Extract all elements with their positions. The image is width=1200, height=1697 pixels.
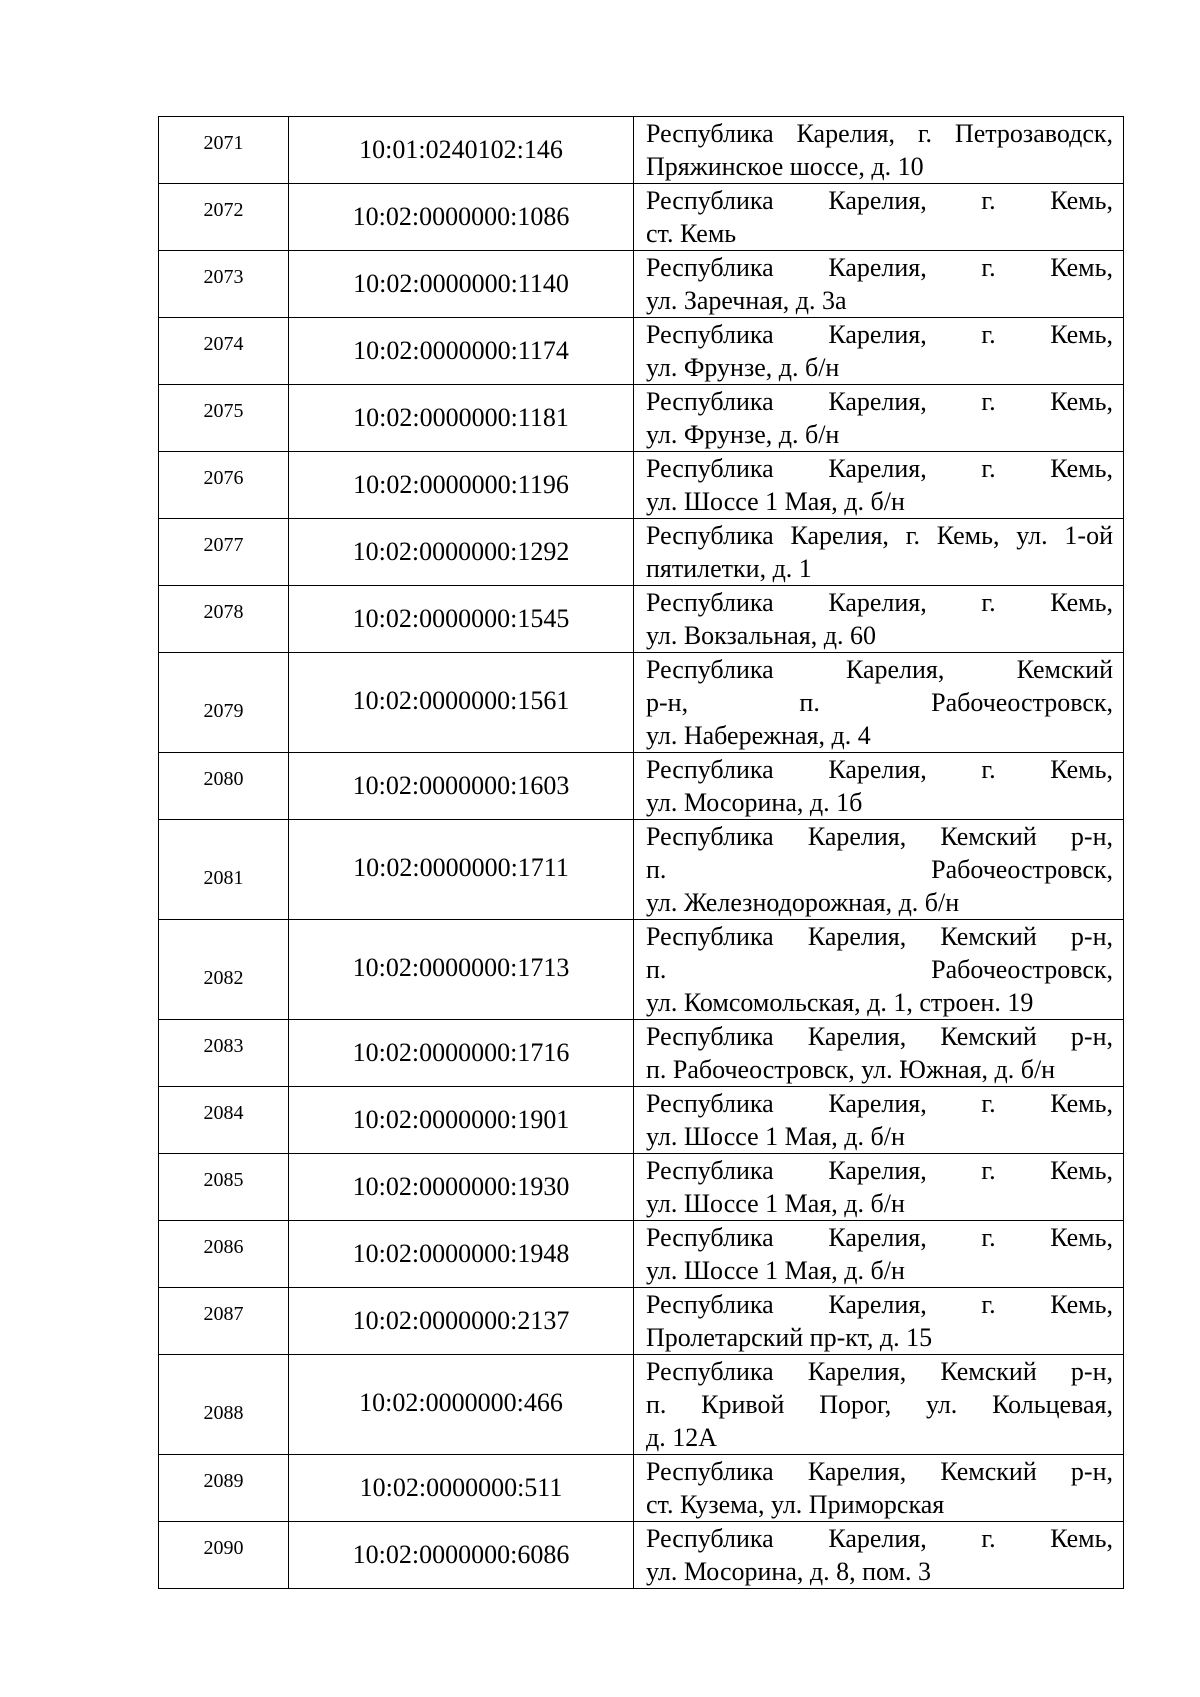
address-line: ст. Кузема, ул. Приморская xyxy=(646,1490,945,1519)
table-row xyxy=(159,1020,1124,1087)
table-row xyxy=(159,184,1124,251)
cadastral-number-cell xyxy=(289,1020,634,1087)
address-line: Пролетарский пр-кт, д. 15 xyxy=(646,1323,933,1352)
address-line: Республика Карелия, г. Кемь, xyxy=(646,454,1113,483)
table-row xyxy=(159,385,1124,452)
cadastral-number: 10:02:0000000:1603 xyxy=(352,771,570,800)
address-cell xyxy=(634,251,1124,318)
address-line: ул. Шоссе 1 Мая, д. б/н xyxy=(646,487,905,516)
address-cell xyxy=(634,385,1124,452)
table-row xyxy=(159,653,1124,753)
cadastral-number: 10:02:0000000:1545 xyxy=(352,604,570,633)
address-cell xyxy=(634,1221,1124,1288)
table-row xyxy=(159,920,1124,1020)
row-number: 2087 xyxy=(203,1302,244,1325)
table-row xyxy=(159,586,1124,653)
address-line: Республика Карелия, г. Кемь, xyxy=(646,1290,1113,1319)
table-row xyxy=(159,519,1124,586)
address-line: Республика Карелия, г. Кемь, xyxy=(646,1223,1113,1252)
address-cell xyxy=(634,1288,1124,1355)
row-number: 2086 xyxy=(203,1235,244,1258)
address-line: д. 12А xyxy=(646,1423,718,1452)
row-number: 2080 xyxy=(203,767,244,790)
row-number-cell xyxy=(159,519,289,586)
table-row xyxy=(159,1355,1124,1455)
address-cell xyxy=(634,452,1124,519)
row-number-cell xyxy=(159,1288,289,1355)
row-number: 2082 xyxy=(203,967,244,989)
address-line: ул. Фрунзе, д. б/н xyxy=(646,353,840,382)
address-cell xyxy=(634,1455,1124,1522)
address-line: Республика Карелия, Кемский р-н, xyxy=(646,922,1113,951)
cadastral-number-cell xyxy=(289,184,634,251)
address-line: ст. Кемь xyxy=(646,219,737,248)
address-cell xyxy=(634,820,1124,920)
cadastral-number-cell xyxy=(289,1355,634,1455)
table-row xyxy=(159,1455,1124,1522)
row-number: 2083 xyxy=(203,1034,244,1057)
row-number: 2081 xyxy=(203,867,244,889)
address-cell xyxy=(634,184,1124,251)
cadastral-number-cell xyxy=(289,653,634,753)
cadastral-number: 10:02:0000000:1561 xyxy=(352,685,570,715)
address-line: ул. Железнодорожная, д. б/н xyxy=(646,888,960,917)
cadastral-number: 10:02:0000000:1196 xyxy=(353,470,569,499)
row-number-cell xyxy=(159,753,289,820)
row-number: 2079 xyxy=(203,700,244,722)
address-line: ул. Комсомольская, д. 1, строен. 19 xyxy=(646,988,1034,1017)
cadastral-number: 10:02:0000000:2137 xyxy=(352,1306,570,1335)
address-line: Пряжинское шоссе, д. 10 xyxy=(646,152,924,181)
cadastral-number-cell xyxy=(289,820,634,920)
cadastral-number-cell xyxy=(289,1522,634,1589)
address-cell xyxy=(634,117,1124,184)
cadastral-number: 10:02:0000000:1140 xyxy=(353,269,569,298)
address-line: пятилетки, д. 1 xyxy=(646,554,812,583)
row-number-cell xyxy=(159,1522,289,1589)
cadastral-number-cell xyxy=(289,1455,634,1522)
address-line: п. Рабочеостровск, ул. Южная, д. б/н xyxy=(646,1055,1056,1084)
cadastral-number: 10:02:0000000:1086 xyxy=(352,202,570,231)
address-line: ул. Заречная, д. 3а xyxy=(646,286,847,315)
cadastral-number: 10:02:0000000:1713 xyxy=(352,952,570,982)
address-cell xyxy=(634,1154,1124,1221)
address-cell xyxy=(634,653,1124,753)
cadastral-number-cell xyxy=(289,318,634,385)
address-line: ул. Шоссе 1 Мая, д. б/н xyxy=(646,1122,905,1151)
row-number-cell xyxy=(159,1154,289,1221)
cadastral-number-cell xyxy=(289,519,634,586)
cadastral-number: 10:02:0000000:466 xyxy=(359,1387,563,1417)
row-number-cell xyxy=(159,1355,289,1455)
address-line: Республика Карелия, г. Кемь, xyxy=(646,387,1113,416)
table-row xyxy=(159,753,1124,820)
cadastral-number-cell xyxy=(289,1154,634,1221)
address-line: Республика Карелия, г. Кемь, xyxy=(646,755,1113,784)
address-cell xyxy=(634,586,1124,653)
address-line: ул. Мосорина, д. 1б xyxy=(646,788,863,817)
cadastral-number-cell xyxy=(289,251,634,318)
address-line: Республика Карелия, г. Кемь, xyxy=(646,253,1113,282)
address-cell xyxy=(634,1020,1124,1087)
address-cell xyxy=(634,753,1124,820)
address-line: ул. Шоссе 1 Мая, д. б/н xyxy=(646,1256,905,1285)
address-line: Республика Карелия, Кемский р-н, xyxy=(646,1357,1113,1386)
table-row xyxy=(159,1221,1124,1288)
address-line: ул. Вокзальная, д. 60 xyxy=(646,621,876,650)
address-line: Республика Карелия, г. Кемь, xyxy=(646,1524,1113,1553)
address-cell xyxy=(634,318,1124,385)
cadastral-number-cell xyxy=(289,753,634,820)
address-line: Республика Карелия, Кемский xyxy=(646,655,1113,684)
table-row xyxy=(159,452,1124,519)
table-row xyxy=(159,1522,1124,1589)
cadastral-number: 10:02:0000000:511 xyxy=(359,1473,563,1502)
cadastral-number-cell xyxy=(289,586,634,653)
address-line: Республика Карелия, г. Кемь, xyxy=(646,320,1113,349)
cadastral-number: 10:01:0240102:146 xyxy=(359,135,563,164)
row-number: 2073 xyxy=(203,265,244,288)
address-line: ул. Набережная, д. 4 xyxy=(646,721,871,750)
row-number-cell xyxy=(159,1455,289,1522)
cadastral-number: 10:02:0000000:1948 xyxy=(352,1239,570,1268)
row-number-cell xyxy=(159,251,289,318)
row-number-cell xyxy=(159,653,289,753)
cadastral-number-cell xyxy=(289,385,634,452)
row-number-cell xyxy=(159,586,289,653)
row-number-cell xyxy=(159,1087,289,1154)
address-line: Республика Карелия, г. Кемь, xyxy=(646,186,1113,215)
address-line: п. Рабочеостровск, xyxy=(646,855,1113,884)
cadastral-number-cell xyxy=(289,920,634,1020)
address-line: п. Рабочеостровск, xyxy=(646,955,1113,984)
property-table xyxy=(158,116,1124,1589)
address-line: Республика Карелия, Кемский р-н, xyxy=(646,1457,1113,1486)
row-number: 2090 xyxy=(203,1536,244,1559)
table-body xyxy=(159,117,1124,1589)
row-number-cell xyxy=(159,920,289,1020)
row-number: 2078 xyxy=(203,600,244,623)
row-number: 2071 xyxy=(203,131,244,154)
row-number-cell xyxy=(159,385,289,452)
address-line: Республика Карелия, г. Кемь, xyxy=(646,1156,1113,1185)
address-cell xyxy=(634,1087,1124,1154)
cadastral-number: 10:02:0000000:1181 xyxy=(353,403,569,432)
address-line: ул. Фрунзе, д. б/н xyxy=(646,420,840,449)
row-number: 2089 xyxy=(203,1469,244,1492)
cadastral-number: 10:02:0000000:1901 xyxy=(352,1105,570,1134)
row-number: 2084 xyxy=(203,1101,244,1124)
address-line: ул. Шоссе 1 Мая, д. б/н xyxy=(646,1189,905,1218)
cadastral-number: 10:02:0000000:1930 xyxy=(352,1172,570,1201)
cadastral-number: 10:02:0000000:1174 xyxy=(353,336,569,365)
address-cell xyxy=(634,519,1124,586)
address-cell xyxy=(634,920,1124,1020)
address-line: п. Кривой Порог, ул. Кольцевая, xyxy=(646,1390,1113,1419)
address-cell xyxy=(634,1522,1124,1589)
address-line: р-н, п. Рабочеостровск, xyxy=(646,688,1113,717)
table-row xyxy=(159,1154,1124,1221)
row-number: 2085 xyxy=(203,1168,244,1191)
cadastral-number-cell xyxy=(289,117,634,184)
row-number: 2076 xyxy=(203,466,244,489)
table-row xyxy=(159,251,1124,318)
table-row xyxy=(159,318,1124,385)
address-line: Республика Карелия, г. Кемь, xyxy=(646,588,1113,617)
cadastral-number-cell xyxy=(289,452,634,519)
address-cell xyxy=(634,1355,1124,1455)
row-number: 2072 xyxy=(203,198,244,221)
cadastral-number-cell xyxy=(289,1221,634,1288)
row-number: 2075 xyxy=(203,399,244,422)
address-line: Республика Карелия, г. Кемь, xyxy=(646,1089,1113,1118)
address-line: Республика Карелия, г. Петрозаводск, xyxy=(646,119,1113,148)
cadastral-number-cell xyxy=(289,1288,634,1355)
address-line: Республика Карелия, Кемский р-н, xyxy=(646,822,1113,851)
address-line: ул. Мосорина, д. 8, пом. 3 xyxy=(646,1557,931,1586)
row-number: 2074 xyxy=(203,332,244,355)
row-number-cell xyxy=(159,184,289,251)
row-number-cell xyxy=(159,117,289,184)
row-number-cell xyxy=(159,1221,289,1288)
cadastral-number: 10:02:0000000:1711 xyxy=(353,852,569,882)
table-row xyxy=(159,1288,1124,1355)
address-line: Республика Карелия, г. Кемь, ул. 1-ой xyxy=(646,521,1113,550)
table-row xyxy=(159,820,1124,920)
cadastral-number: 10:02:0000000:6086 xyxy=(352,1540,570,1569)
row-number: 2077 xyxy=(203,533,244,556)
table-row xyxy=(159,117,1124,184)
row-number-cell xyxy=(159,318,289,385)
cadastral-number: 10:02:0000000:1292 xyxy=(352,537,570,566)
row-number-cell xyxy=(159,820,289,920)
table-row xyxy=(159,1087,1124,1154)
cadastral-number-cell xyxy=(289,1087,634,1154)
row-number: 2088 xyxy=(203,1402,244,1424)
row-number-cell xyxy=(159,1020,289,1087)
cadastral-number: 10:02:0000000:1716 xyxy=(352,1038,570,1067)
address-line: Республика Карелия, Кемский р-н, xyxy=(646,1022,1113,1051)
row-number-cell xyxy=(159,452,289,519)
